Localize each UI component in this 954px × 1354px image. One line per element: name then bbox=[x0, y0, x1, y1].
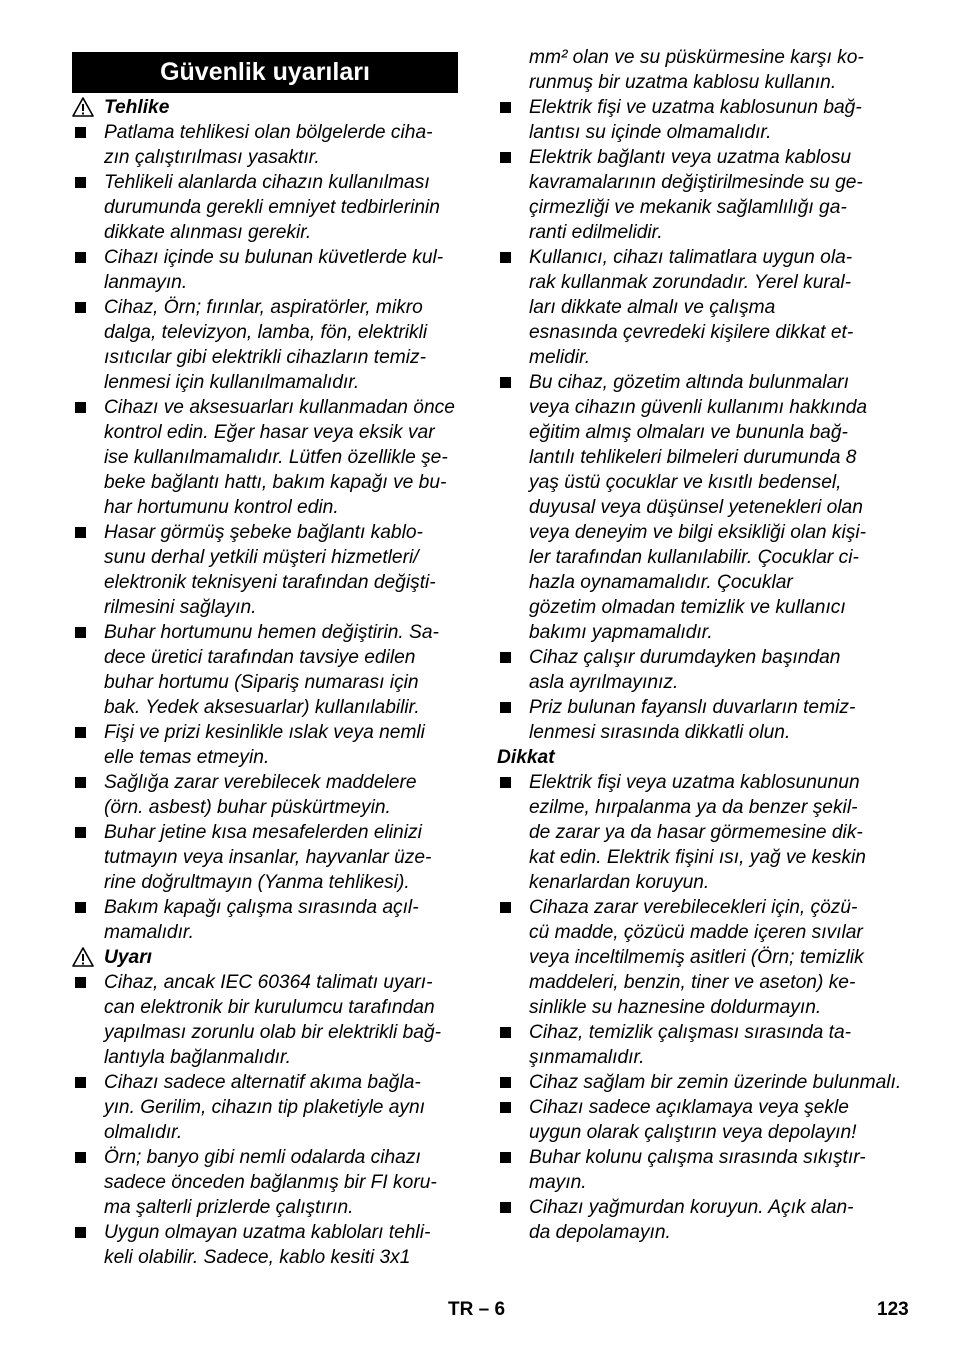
list-item-line: beke bağlantı hattı, bakım kapağı ve bu- bbox=[104, 472, 447, 493]
section-label: Tehlike bbox=[104, 97, 170, 118]
list-item-line: keli olabilir. Sadece, kablo kesiti 3x1 bbox=[104, 1247, 411, 1268]
bullet-square-icon bbox=[75, 1152, 86, 1163]
list-item-line: gözetim olmadan temizlik ve kullanıcı bbox=[529, 597, 846, 618]
bullet-square-icon bbox=[500, 1027, 511, 1038]
warning-triangle-icon bbox=[72, 946, 94, 968]
bullet-square-icon bbox=[75, 1077, 86, 1088]
list-item-line: hazla oynamamalıdır. Çocuklar bbox=[529, 572, 793, 593]
list-item-line: de zarar ya da hasar görmemesine dik- bbox=[529, 822, 863, 843]
bullet-square-icon bbox=[75, 177, 86, 188]
page-number: 123 bbox=[877, 1299, 909, 1320]
list-item-line: zın çalıştırılması yasaktır. bbox=[104, 147, 320, 168]
list-item-line: yaş üstü çocuklar ve kısıtlı bedensel, bbox=[529, 472, 842, 493]
list-item-line: Cihazı yağmurdan koruyun. Açık alan- bbox=[529, 1197, 854, 1218]
list-item-line: rilmesini sağlayın. bbox=[104, 597, 257, 618]
list-item-line: da depolamayın. bbox=[529, 1222, 671, 1243]
list-item-line: lenmesi sırasında dikkatli olun. bbox=[529, 722, 791, 743]
list-item-line: kavramalarının değiştirilmesinde su ge- bbox=[529, 172, 863, 193]
list-item-line: Priz bulunan fayanslı duvarların temiz- bbox=[529, 697, 856, 718]
list-item-line: dikkate alınması gerekir. bbox=[104, 222, 312, 243]
list-item-line: Cihazı içinde su bulunan küvetlerde kul- bbox=[104, 247, 444, 268]
bullet-square-icon bbox=[75, 627, 86, 638]
list-item-line: Tehlikeli alanlarda cihazın kullanılması bbox=[104, 172, 430, 193]
list-item-line: tutmayın veya insanlar, hayvanlar üze- bbox=[104, 847, 432, 868]
bullet-square-icon bbox=[75, 902, 86, 913]
list-item-line: lanmayın. bbox=[104, 272, 188, 293]
bullet-square-icon bbox=[500, 1152, 511, 1163]
section-label: Dikkat bbox=[497, 747, 555, 768]
list-item-line: ma şalterli prizlerde çalıştırın. bbox=[104, 1197, 354, 1218]
list-item-line: Cihaz, temizlik çalışması sırasında ta- bbox=[529, 1022, 852, 1043]
list-item-line: Buhar jetine kısa mesafelerden elinizi bbox=[104, 822, 422, 843]
list-item-line: Fişi ve prizi kesinlikle ıslak veya nemli bbox=[104, 722, 425, 743]
bullet-square-icon bbox=[75, 402, 86, 413]
list-item-line: lantısı su içinde olmamalıdır. bbox=[529, 122, 772, 143]
bullet-square-icon bbox=[75, 252, 86, 263]
list-item-line: ranti edilmelidir. bbox=[529, 222, 663, 243]
list-item-line: esnasında çevredeki kişilere dikkat et- bbox=[529, 322, 854, 343]
list-item-line: Cihazı ve aksesuarları kullanmadan önce bbox=[104, 397, 455, 418]
list-item-line: asla ayrılmayınız. bbox=[529, 672, 679, 693]
bullet-square-icon bbox=[75, 977, 86, 988]
bullet-square-icon bbox=[75, 777, 86, 788]
list-item-line: Kullanıcı, cihazı talimatlara uygun ola- bbox=[529, 247, 853, 268]
list-item-line: kontrol edin. Eğer hasar veya eksik var bbox=[104, 422, 435, 443]
warning-triangle-icon bbox=[72, 96, 94, 118]
list-item-line: Elektrik fişi ve uzatma kablosunun bağ- bbox=[529, 97, 862, 118]
footer-section-label bbox=[448, 1298, 505, 1322]
list-item-line: (örn. asbest) buhar püskürtmeyin. bbox=[104, 797, 391, 818]
list-item-line: sinlikle su haznesine doldurmayın. bbox=[529, 997, 822, 1018]
footer-language: TR bbox=[448, 1299, 474, 1320]
list-item-line: veya deneyim ve bilgi eksikliği olan kişi- bbox=[529, 522, 866, 543]
list-item-line: Elektrik bağlantı veya uzatma kablosu bbox=[529, 147, 852, 168]
bullet-square-icon bbox=[500, 102, 511, 113]
list-item-line: lantılı tehlikeleri bilmeleri durumunda 8 bbox=[529, 447, 857, 468]
list-item-line: ısıtıcılar gibi elektrikli cihazların temiz- bbox=[104, 347, 427, 368]
bullet-square-icon bbox=[500, 902, 511, 913]
list-item-line: ise kullanılmamalıdır. Lütfen özellikle şe- bbox=[104, 447, 448, 468]
list-item-line: lantıyla bağlanmalıdır. bbox=[104, 1047, 292, 1068]
list-item-line: elektronik teknisyeni tarafından değişti- bbox=[104, 572, 436, 593]
bullet-square-icon bbox=[500, 1102, 511, 1113]
list-item-line: sunu derhal yetkili müşteri hizmetleri/ bbox=[104, 547, 419, 568]
list-item-line: Cihaz çalışır durumdayken başından bbox=[529, 647, 841, 668]
list-item-line: Patlama tehlikesi olan bölgelerde cihа- bbox=[104, 122, 433, 143]
list-item-line: dece üretici tarafından tavsiye edilen bbox=[104, 647, 416, 668]
list-item-line: olmalıdır. bbox=[104, 1122, 183, 1143]
bullet-square-icon bbox=[75, 127, 86, 138]
list-item-line: Bu cihaz, gözetim altında bulunmaları bbox=[529, 372, 849, 393]
list-item-line: veya inceltilmemiş asitleri (Örn; temizlik bbox=[529, 947, 864, 968]
list-item-line: cü madde, çözücü madde içeren sıvılar bbox=[529, 922, 863, 943]
list-item-line: ları dikkate almalı ve çalışma bbox=[529, 297, 776, 318]
list-item-line: dalga, televizyon, lamba, fön, elektrikli bbox=[104, 322, 428, 343]
list-item-line: lenmesi için kullanılmamalıdır. bbox=[104, 372, 360, 393]
list-item-line: runmuş bir uzatma kablosu kullanın. bbox=[529, 72, 837, 93]
list-item-line: can elektronik bir kurulumcu tarafından bbox=[104, 997, 435, 1018]
list-item-line: ezilme, hırpalanma ya da benzer şekil- bbox=[529, 797, 858, 818]
list-item-line: elle temas etmeyin. bbox=[104, 747, 270, 768]
list-item-line: mm² olan ve su püskürmesine karşı ko- bbox=[529, 47, 864, 68]
list-item-line: sadece önceden bağlanmış bir FI koru- bbox=[104, 1172, 437, 1193]
list-item-line: ler tarafından kullanılabilir. Çocuklar ci- bbox=[529, 547, 859, 568]
list-item-line: Sağlığa zarar verebilecek maddelere bbox=[104, 772, 417, 793]
list-item-line: har hortumunu kontrol edin. bbox=[104, 497, 339, 518]
list-item-line: çirmezliği ve mekanik sağlamlılığı ga- bbox=[529, 197, 847, 218]
list-item-line: Cihaz, Örn; fırınlar, aspiratörler, mikro bbox=[104, 297, 423, 318]
section-label: Uyarı bbox=[104, 947, 152, 968]
list-item-line: yapılması zorunlu olab bir elektrikli bağ- bbox=[104, 1022, 441, 1043]
list-item-line: eğitim almış olmaları ve bununla bağ- bbox=[529, 422, 848, 443]
list-item-line: duyusal veya düşünsel yetenekleri olan bbox=[529, 497, 863, 518]
list-item-line: mayın. bbox=[529, 1172, 587, 1193]
list-item-line: melidir. bbox=[529, 347, 591, 368]
list-item-line: yın. Gerilim, cihazın tip plaketiyle aynı bbox=[104, 1097, 425, 1118]
list-item-line: bakımı yapmamalıdır. bbox=[529, 622, 713, 643]
list-item-line: Buhar hortumunu hemen değiştirin. Sa- bbox=[104, 622, 439, 643]
list-item-line: rak kullanmak zorundadır. Yerel kural- bbox=[529, 272, 852, 293]
list-item-line: uygun olarak çalıştırın veya depolayın! bbox=[529, 1122, 857, 1143]
list-item-line: Uygun olmayan uzatma kabloları tehli- bbox=[104, 1222, 431, 1243]
bullet-square-icon bbox=[500, 702, 511, 713]
bullet-square-icon bbox=[500, 1202, 511, 1213]
bullet-square-icon bbox=[75, 1227, 86, 1238]
list-item-line: Cihaz, ancak IEC 60364 talimatı uyarı- bbox=[104, 972, 433, 993]
bullet-square-icon bbox=[75, 302, 86, 313]
footer-dash: – bbox=[478, 1299, 490, 1320]
section-heading: Güvenlik uyarıları bbox=[72, 52, 458, 93]
list-item-line: buhar hortumu (Sipariş numarası için bbox=[104, 672, 419, 693]
list-item-line: Cihaz sağlam bir zemin üzerinde bulunmalı. bbox=[529, 1072, 902, 1093]
list-item-line: maddeleri, benzin, tiner ve aseton) ke- bbox=[529, 972, 856, 993]
footer-section-page: 6 bbox=[494, 1299, 506, 1320]
list-item-line: Elektrik fişi veya uzatma kablosununun bbox=[529, 772, 860, 793]
bullet-square-icon bbox=[500, 377, 511, 388]
bullet-square-icon bbox=[500, 152, 511, 163]
list-item-line: Hasar görmüş şebeke bağlantı kablo- bbox=[104, 522, 423, 543]
list-item-line: Cihazı sadece alternatif akıma bağla- bbox=[104, 1072, 421, 1093]
bullet-square-icon bbox=[75, 827, 86, 838]
list-item-line: durumunda gerekli emniyet tedbirlerinin bbox=[104, 197, 440, 218]
list-item-line: Buhar kolunu çalışma sırasında sıkıştır- bbox=[529, 1147, 866, 1168]
bullet-square-icon bbox=[75, 727, 86, 738]
bullet-square-icon bbox=[500, 652, 511, 663]
bullet-square-icon bbox=[75, 527, 86, 538]
list-item-line: kat edin. Elektrik fişini ısı, yağ ve keskin bbox=[529, 847, 866, 868]
bullet-square-icon bbox=[500, 1077, 511, 1088]
list-item-line: şınmamalıdır. bbox=[529, 1047, 645, 1068]
bullet-square-icon bbox=[500, 252, 511, 263]
list-item-line: Cihazı sadece açıklamaya veya şekle bbox=[529, 1097, 849, 1118]
bullet-square-icon bbox=[500, 777, 511, 788]
list-item-line: veya cihazın güvenli kullanımı hakkında bbox=[529, 397, 868, 418]
list-item-line: bak. Yedek aksesuarlar) kullanılabilir. bbox=[104, 697, 420, 718]
list-item-line: kenarlardan koruyun. bbox=[529, 872, 710, 893]
list-item-line: rine doğrultmayın (Yanma tehlikesi). bbox=[104, 872, 410, 893]
list-item-line: Örn; banyo gibi nemli odalarda cihazı bbox=[104, 1147, 421, 1168]
list-item-line: Cihaza zarar verebilecekleri için, çözü- bbox=[529, 897, 858, 918]
list-item-line: mamalıdır. bbox=[104, 922, 194, 943]
list-item-line: Bakım kapağı çalışma sırasında açıl- bbox=[104, 897, 419, 918]
